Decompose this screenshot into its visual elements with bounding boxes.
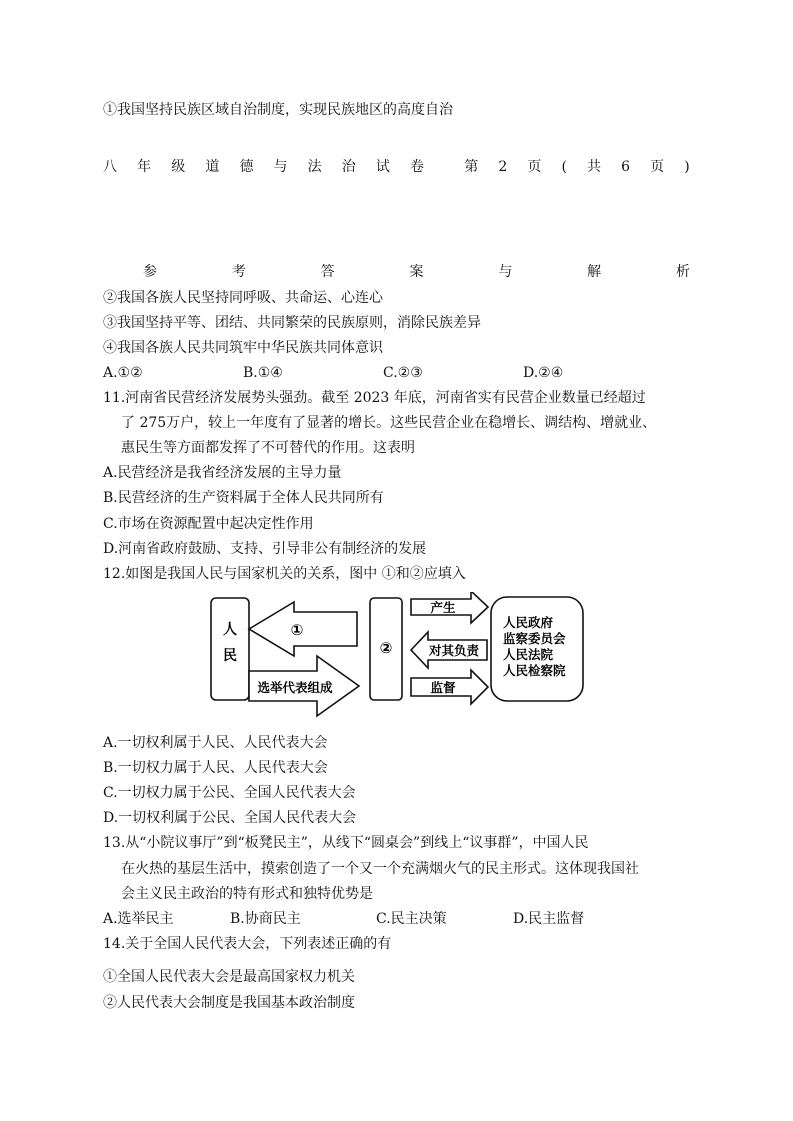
state-organ-label: 人民检察院: [503, 663, 566, 678]
top-line: ①我国坚持民族区域自治制度，实现民族地区的高度自治: [103, 102, 453, 118]
footer-char: 治: [341, 159, 356, 175]
q11-option-a: A.民营经济是我省经济发展的主导力量: [103, 465, 342, 481]
q13-option-b: B.协商民主: [230, 911, 301, 927]
q10-option-b: B.①④: [243, 365, 283, 381]
q10-item: ②我国各族人民坚持同呼吸、共命运、心连心: [103, 290, 383, 306]
q10-option-a: A.①②: [103, 365, 143, 381]
q13-stem: 会主义民主政治的特有形式和独特优势是: [121, 886, 373, 902]
footer-char: (: [561, 159, 567, 175]
footer-char: 2: [498, 159, 508, 175]
q13-option-c: C.民主决策: [376, 911, 447, 927]
footer-char: 页: [650, 159, 665, 175]
footer-char: 年: [137, 159, 152, 175]
q11-stem: 了 275万户，较上一年度有了显著的增长。这些民营企业在稳增长、调结构、增就业、: [121, 415, 657, 431]
state-organ-label: 监察委员会: [503, 631, 566, 646]
answer-header-char: 与: [498, 264, 513, 280]
footer-char: 卷: [409, 159, 424, 175]
q11-option-c: C.市场在资源配置中起决定性作用: [103, 516, 314, 532]
q10-item: ③我国坚持平等、团结、共同繁荣的民族原则，消除民族差异: [103, 315, 481, 331]
answer-header-char: 参: [143, 264, 157, 280]
elect-label: 选举代表组成: [257, 680, 333, 695]
q13-stem: 在火热的基层生活中，摸索创造了一个又一个充满烟火气的民主形式。这体现我国社: [121, 861, 639, 877]
q13-stem: 13.从“小院议事厅”到“板凳民主”，从线下“圆桌会”到线上“议事群”，中国人民: [103, 835, 589, 851]
q11-option-d: D.河南省政府鼓励、支持、引导非公有制经济的发展: [103, 541, 427, 557]
answer-header-char: 考: [231, 264, 246, 280]
supervise-label: 监督: [430, 680, 456, 695]
answer-header-char: 答: [320, 264, 335, 280]
q12-option-d: D.一切权利属于公民、全国人民代表大会: [103, 810, 357, 826]
q11-stem: 11.河南省民营经济发展势头强劲。截至 2023 年底，河南省实有民营企业数量已经超过: [103, 390, 646, 406]
q12-option-b: B.一切权力属于人民、人民代表大会: [103, 760, 328, 776]
q10-item: ④我国各族人民共同筑牢中华民族共同体意识: [103, 340, 383, 356]
footer-char: 试: [375, 159, 390, 175]
q11-option-b: B.民营经济的生产资料属于全体人民共同所有: [103, 490, 384, 506]
q14-stem: 14.关于全国人民代表大会，下列表述正确的有: [103, 936, 392, 952]
q12-option-c: C.一切权力属于公民、全国人民代表大会: [103, 785, 356, 801]
blank1-label: ①: [290, 621, 304, 639]
footer-char: 页: [527, 159, 542, 175]
answer-header-char: 析: [675, 264, 690, 280]
footer-char: ): [684, 159, 690, 175]
q14-item: ①全国人民代表大会是最高国家权力机关: [103, 969, 355, 985]
footer-char: 德: [239, 159, 254, 175]
q10-option-c: C.②③: [383, 365, 423, 381]
people-char: 人: [223, 622, 237, 638]
q13-option-d: D.民主监督: [513, 911, 585, 927]
blank2-label: ②: [379, 639, 393, 657]
q12-option-a: A.一切权利属于人民、人民代表大会: [103, 735, 328, 751]
footer-char: 6: [621, 159, 631, 175]
q10-options: [103, 363, 623, 383]
footer-char: 八: [103, 159, 117, 175]
answer-header: [143, 262, 690, 282]
q13-option-a: A.选举民主: [103, 911, 174, 927]
answer-header-char: 解: [587, 264, 602, 280]
footer-char: 道: [205, 159, 220, 175]
people-state-diagram: [205, 592, 590, 724]
footer-char: 共: [587, 159, 602, 175]
footer-char: 第: [464, 159, 479, 175]
page-footer: [103, 157, 690, 177]
people-char: 民: [223, 648, 237, 664]
footer-char: 法: [307, 159, 322, 175]
responsible-label: 对其负责: [428, 643, 480, 658]
q13-options: [103, 909, 623, 929]
q10-option-d: D.②④: [523, 365, 564, 381]
q12-stem: 12.如图是我国人民与国家机关的关系，图中 ①和②应填入: [103, 566, 466, 582]
state-organ-label: 人民法院: [503, 647, 554, 662]
q14-item: ②人民代表大会制度是我国基本政治制度: [103, 995, 355, 1011]
state-organ-label: 人民政府: [503, 615, 554, 630]
answer-header-char: 案: [409, 264, 424, 280]
footer-char: 级: [171, 159, 186, 175]
q11-stem: 惠民生等方面都发挥了不可替代的作用。这表明: [121, 440, 415, 456]
produce-label: 产生: [430, 600, 456, 615]
footer-char: 与: [273, 159, 288, 175]
